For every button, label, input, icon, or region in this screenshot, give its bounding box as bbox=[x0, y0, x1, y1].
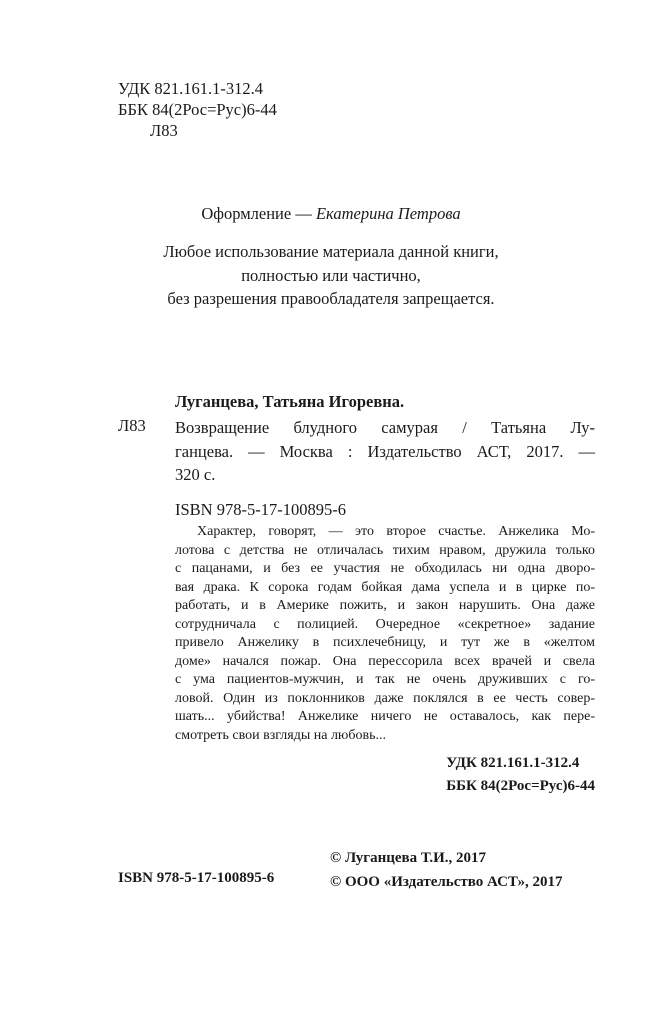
classification-bbk: ББК 84(2Рос=Рус)6-44 bbox=[446, 778, 595, 794]
notice-line: Любое использование материала данной книги, bbox=[163, 242, 499, 261]
copyright-block bbox=[330, 846, 563, 894]
catalog-title bbox=[175, 416, 595, 487]
udk-code: УДК 821.161.1-312.4 bbox=[118, 79, 264, 98]
copyright-author: © Луганцева Т.И., 2017 bbox=[330, 850, 487, 866]
design-credit bbox=[0, 204, 662, 224]
annotation-line: смотреть свои взгляды на любовь... bbox=[175, 727, 387, 743]
annotation-line: Характер, говорят, — это второе счастье. Анжелика Мо- bbox=[197, 524, 595, 539]
copyright-publisher: © ООО «Издательство АСТ», 2017 bbox=[330, 874, 563, 890]
annotation-line: шать... убийства! Анжелике ничего не оставалось, как пере- bbox=[175, 709, 595, 724]
annotation-line: сотрудничала с полицией. Очередное «секретное» задание bbox=[175, 616, 595, 632]
annotation bbox=[175, 523, 595, 745]
author-mark: Л83 bbox=[150, 121, 178, 140]
annotation-line: работать, и в Америке пожить, и закон нарушить. Она даже bbox=[175, 598, 595, 613]
annotation-line: доме» начался пожар. Она перессорила всех врачей и свела bbox=[175, 653, 595, 669]
annotation-line: с пацанами, и без ее участия не обходилась ни одна дворо- bbox=[175, 561, 595, 576]
footer-isbn: ISBN 978-5-17-100895-6 bbox=[118, 870, 275, 886]
annotation-line: с ума пациентов-мужчин, и так не очень друживших с го- bbox=[175, 672, 595, 687]
title-line: Возвращение блудного самурая / Татьяна Лу- bbox=[175, 418, 595, 437]
annotation-line: привело Анжелику в психлечебницу, и тут же в «желтом bbox=[175, 635, 595, 650]
copyright-notice bbox=[0, 240, 662, 311]
title-line: 320 с. bbox=[175, 465, 216, 484]
title-line: ганцева. — Москва : Издательство АСТ, 2017. — bbox=[175, 441, 595, 461]
designer-name: Екатерина Петрова bbox=[315, 204, 461, 223]
catalog-code: Л83 bbox=[118, 416, 146, 435]
header-codes bbox=[118, 78, 277, 141]
annotation-line: лотова с детства не отличалась тихим нравом, дружила только bbox=[175, 542, 595, 558]
annotation-line: вая драка. К сорока годам бойкая дама успела и в цирке по- bbox=[175, 579, 595, 595]
notice-line: полностью или частично, bbox=[241, 265, 421, 285]
notice-line: без разрешения правообладателя запрещается. bbox=[167, 289, 495, 308]
catalog-isbn: ISBN 978-5-17-100895-6 bbox=[175, 500, 346, 519]
catalog-author: Луганцева, Татьяна Игоревна. bbox=[175, 392, 405, 411]
design-label: Оформление — bbox=[201, 204, 316, 223]
classification-udk: УДК 821.161.1-312.4 bbox=[446, 755, 580, 771]
annotation-line: ловой. Один из поклонников даже поклялся в ее честь совер- bbox=[175, 690, 595, 706]
bbk-code: ББК 84(2Рос=Рус)6-44 bbox=[118, 100, 277, 119]
classification bbox=[446, 752, 595, 798]
